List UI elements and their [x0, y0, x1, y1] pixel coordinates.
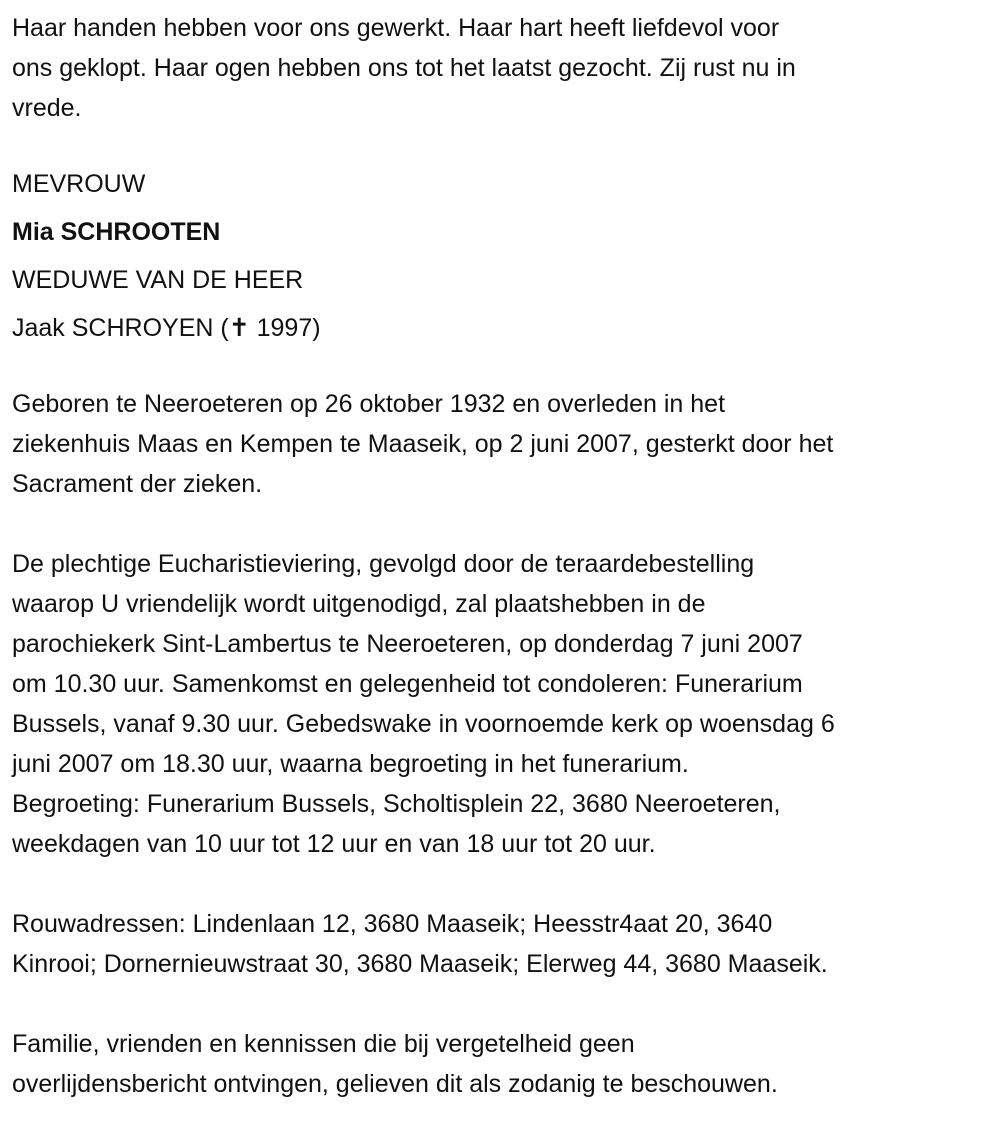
text-line: ziekenhuis Maas en Kempen te Maaseik, op 2 juni 2007, gesterkt door het — [12, 430, 834, 458]
spouse: Jaak SCHROYEN (✝ 1997) — [12, 314, 321, 342]
text-line: waarop U vriendelijk wordt uitgenodigd, zal plaatshebben in de — [12, 590, 706, 618]
obituary-document — [12, 8, 997, 1144]
text-line: Rouwadressen: Lindenlaan 12, 3680 Maaseik; Heesstr4aat 20, 3640 — [12, 910, 773, 938]
intro-paragraph — [12, 8, 997, 128]
relation: WEDUWE VAN DE HEER — [12, 266, 304, 294]
text-line: ons geklopt. Haar ogen hebben ons tot het laatst gezocht. Zij rust nu in — [12, 54, 796, 82]
name-block — [12, 160, 997, 352]
text-line: Sacrament der zieken. — [12, 470, 263, 498]
addresses-paragraph — [12, 904, 997, 984]
text-line: Kinrooi; Dornernieuwstraat 30, 3680 Maaseik; Elerweg 44, 3680 Maaseik. — [12, 950, 828, 978]
text-line: overlijdensbericht ontvingen, gelieven dit als zodanig te beschouwen. — [12, 1070, 778, 1098]
text-line: Bussels, vanaf 9.30 uur. Gebedswake in voornoemde kerk op woensdag 6 — [12, 710, 835, 738]
text-line: Familie, vrienden en kennissen die bij vergetelheid geen — [12, 1030, 635, 1058]
text-line: Geboren te Neeroeteren op 26 oktober 1932 en overleden in het — [12, 390, 726, 418]
text-line: vrede. — [12, 94, 82, 122]
text-line: om 10.30 uur. Samenkomst en gelegenheid tot condoleren: Funerarium — [12, 670, 803, 698]
text-line: weekdagen van 10 uur tot 12 uur en van 18 uur tot 20 uur. — [12, 830, 656, 858]
honorific: MEVROUW — [12, 170, 146, 198]
birth-paragraph — [12, 384, 997, 504]
text-line: juni 2007 om 18.30 uur, waarna begroeting in het funerarium. — [12, 750, 689, 778]
text-line: parochiekerk Sint-Lambertus te Neeroeteren, op donderdag 7 juni 2007 — [12, 630, 803, 658]
text-line: De plechtige Eucharistieviering, gevolgd door de teraardebestelling — [12, 550, 755, 578]
deceased-name: Mia SCHROOTEN — [12, 218, 221, 246]
text-line: Begroeting: Funerarium Bussels, Scholtisplein 22, 3680 Neeroeteren, — [12, 790, 781, 818]
closing-paragraph — [12, 1024, 997, 1104]
text-line: Haar handen hebben voor ons gewerkt. Haar hart heeft liefdevol voor — [12, 14, 780, 42]
ceremony-paragraph — [12, 544, 997, 864]
